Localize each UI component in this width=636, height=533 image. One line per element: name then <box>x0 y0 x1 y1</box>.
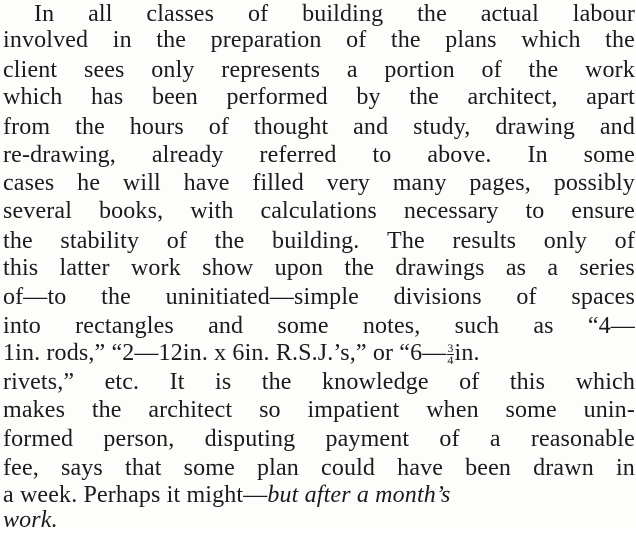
word: a <box>346 57 358 83</box>
word: of <box>439 426 460 452</box>
word: has <box>90 84 124 110</box>
word: possibly <box>553 170 635 196</box>
word: re-drawing, <box>3 142 116 168</box>
word: involved <box>3 27 89 53</box>
word: rivets,” <box>3 369 75 395</box>
word: of <box>166 228 188 254</box>
word: the <box>214 228 245 254</box>
word: plan <box>257 455 299 481</box>
italic-fragment: but after a month’s <box>267 482 451 508</box>
word: and <box>353 114 389 140</box>
word: architect, <box>467 84 558 110</box>
text-line <box>3 397 635 423</box>
text-line <box>3 228 635 254</box>
word: actual <box>480 1 539 27</box>
word: calculations <box>260 198 377 224</box>
word: the <box>605 27 635 53</box>
text-line <box>3 284 635 310</box>
word: the <box>75 114 105 140</box>
word: in <box>112 27 132 53</box>
word: and <box>599 114 635 140</box>
word: ensure <box>571 198 635 224</box>
word: disputing <box>204 426 296 452</box>
text-line <box>3 84 635 110</box>
word: of <box>247 1 269 27</box>
word: the <box>390 27 421 53</box>
word: such <box>454 313 500 339</box>
text-line <box>3 426 635 452</box>
word: the <box>101 284 131 310</box>
word: hours <box>129 114 184 140</box>
word: divisions <box>393 284 482 310</box>
word: which <box>3 84 63 110</box>
text-line <box>3 170 635 196</box>
text-line <box>3 198 635 224</box>
word: in <box>615 455 635 481</box>
word: results <box>452 228 517 254</box>
word: of <box>516 284 537 310</box>
word: of <box>459 369 480 395</box>
word: payment <box>325 426 410 452</box>
word: series <box>579 255 635 281</box>
word: is <box>215 369 232 395</box>
word: drawn <box>533 455 594 481</box>
text-fragment: a week. Perhaps it might— <box>3 482 268 508</box>
word: latter <box>59 255 110 281</box>
word: makes <box>3 397 66 423</box>
word: etc. <box>104 369 140 395</box>
word: very <box>326 170 370 196</box>
word: above. <box>427 142 492 168</box>
word: of <box>614 228 635 254</box>
text-fragment: in. <box>454 340 480 366</box>
word: to <box>372 142 392 168</box>
word: into <box>3 313 41 339</box>
word: reasonable <box>530 426 635 452</box>
word: from <box>3 114 51 140</box>
word: been <box>465 455 512 481</box>
word: could <box>321 455 376 481</box>
word: he <box>77 170 101 196</box>
word: which <box>521 27 581 53</box>
word: will <box>122 170 161 196</box>
text-line-with-fraction <box>3 340 635 366</box>
word: the <box>91 397 122 423</box>
text-line <box>34 1 635 27</box>
text-line <box>3 57 635 83</box>
word: It <box>169 369 185 395</box>
text-line <box>3 27 635 53</box>
word: that <box>125 455 162 481</box>
word: the <box>344 255 375 281</box>
word: have <box>397 455 444 481</box>
word: In <box>527 142 548 168</box>
word: represents <box>221 57 321 83</box>
text-line <box>3 369 635 395</box>
fraction-numerator: 3 <box>447 340 454 355</box>
word: necessary <box>403 198 499 224</box>
word: unin- <box>583 397 635 423</box>
word: apart <box>586 84 635 110</box>
word: the <box>409 84 439 110</box>
word: In <box>34 1 55 27</box>
word: drawing <box>495 114 576 140</box>
word: notes, <box>362 313 421 339</box>
word: this <box>509 369 546 395</box>
word: all <box>88 1 113 27</box>
word: study, <box>413 114 471 140</box>
word: and <box>208 313 244 339</box>
word: of—to <box>3 284 67 310</box>
text-line <box>3 313 635 339</box>
word: building <box>302 1 384 27</box>
word: this <box>3 255 39 281</box>
word: spaces <box>571 284 635 310</box>
word: pages, <box>469 170 531 196</box>
word: classes <box>146 1 215 27</box>
word: thought <box>253 114 329 140</box>
word: referred <box>259 142 337 168</box>
word: impatient <box>307 397 400 423</box>
text-line <box>3 114 635 140</box>
word: with <box>190 198 234 224</box>
word: the <box>156 27 187 53</box>
word: a <box>547 255 559 281</box>
word: only <box>543 228 588 254</box>
text-line-italic <box>3 507 635 533</box>
word: the <box>3 228 33 254</box>
word: work <box>585 57 635 83</box>
word: books, <box>98 198 164 224</box>
word: as <box>533 313 554 339</box>
word: filled <box>252 170 304 196</box>
fraction <box>447 340 454 367</box>
word: have <box>183 170 230 196</box>
word: been <box>151 84 198 110</box>
word: only <box>151 57 195 83</box>
word: drawings <box>395 255 485 281</box>
word: some <box>183 455 235 481</box>
word: so <box>259 397 281 423</box>
word: when <box>426 397 479 423</box>
word: a <box>489 426 501 452</box>
text-line <box>3 455 635 481</box>
word: knowledge <box>322 369 429 395</box>
fraction-denominator: 4 <box>447 352 454 367</box>
word: upon <box>274 255 324 281</box>
word: architect <box>148 397 233 423</box>
word: building. <box>272 228 360 254</box>
word: which <box>575 369 635 395</box>
word: some <box>277 313 329 339</box>
word: portion <box>384 57 455 83</box>
word: some <box>505 397 557 423</box>
word: of <box>346 27 367 53</box>
word: show <box>202 255 254 281</box>
italic-fragment: work. <box>3 507 58 533</box>
text-fragment: 1in. rods,” “2—12in. x 6in. R.S.J.’s,” or “6— <box>3 340 447 366</box>
word: performed <box>226 84 328 110</box>
word: says <box>60 455 103 481</box>
word: the <box>417 1 447 27</box>
word: rectangles <box>75 313 174 339</box>
word: already <box>151 142 224 168</box>
word: the <box>528 57 559 83</box>
word: preparation <box>210 27 322 53</box>
word: client <box>3 57 58 83</box>
word: as <box>505 255 527 281</box>
text-line-mixed <box>3 482 635 508</box>
text-line <box>3 142 635 168</box>
word: several <box>3 198 73 224</box>
word: to <box>525 198 545 224</box>
word: many <box>392 170 447 196</box>
word: sees <box>83 57 125 83</box>
word: by <box>356 84 381 110</box>
word: some <box>583 142 635 168</box>
word: “4— <box>587 313 635 339</box>
word: person, <box>103 426 175 452</box>
word: The <box>387 228 425 254</box>
word: stability <box>60 228 140 254</box>
word: fee, <box>3 455 39 481</box>
word: of <box>208 114 230 140</box>
word: uninitiated—simple <box>165 284 359 310</box>
word: of <box>481 57 502 83</box>
word: the <box>261 369 292 395</box>
word: plans <box>445 27 497 53</box>
word: formed <box>3 426 74 452</box>
word: work <box>130 255 181 281</box>
word: cases <box>3 170 55 196</box>
text-line <box>3 255 635 281</box>
word: labour <box>572 1 635 27</box>
